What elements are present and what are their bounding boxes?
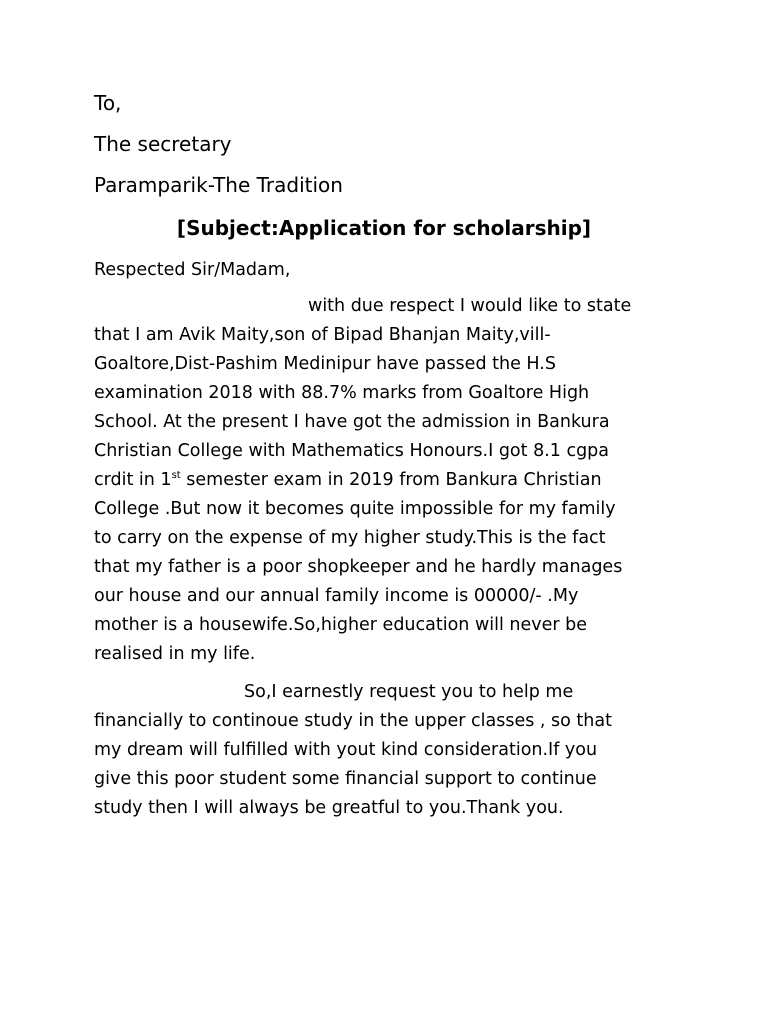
paragraph-line: College .But now it becomes quite impossible for my family xyxy=(94,499,616,519)
paragraph-line: to carry on the expense of my higher study.This is the fact xyxy=(94,528,606,548)
address-organization: Paramparik-The Tradition xyxy=(94,173,343,197)
paragraph-line: study then I will always be greatful to you.Thank you. xyxy=(94,798,564,818)
letter-subject: [Subject:Application for scholarship] xyxy=(176,216,592,240)
paragraph-line xyxy=(94,466,694,495)
body-paragraph-2 xyxy=(94,678,694,823)
paragraph-line: our house and our annual family income is 00000/- .My xyxy=(94,586,579,606)
paragraph-line: that my father is a poor shopkeeper and he hardly manages xyxy=(94,557,623,577)
paragraph-line: Christian College with Mathematics Honours.I got 8.1 cgpa xyxy=(94,441,610,461)
paragraph-line: examination 2018 with 88.7% marks from Goaltore High xyxy=(94,383,590,403)
paragraph-line: So,I earnestly request you to help me xyxy=(244,682,574,702)
paragraph-line: my dream will fulfilled with yout kind consideration.If you xyxy=(94,740,598,760)
paragraph-line: give this poor student some financial support to continue xyxy=(94,769,597,789)
ordinal-suffix: st xyxy=(171,470,181,482)
letter-salutation: Respected Sir/Madam, xyxy=(94,260,291,280)
paragraph-line: financially to continoue study in the upper classes , so that xyxy=(94,711,612,731)
paragraph-line: that I am Avik Maity,son of Bipad Bhanjan Maity,vill- xyxy=(94,325,551,345)
body-paragraph-1 xyxy=(94,292,694,669)
address-recipient: The secretary xyxy=(94,132,232,156)
paragraph-line: realised in my life. xyxy=(94,644,256,664)
address-to: To, xyxy=(94,91,122,115)
paragraph-line: with due respect I would like to state xyxy=(308,296,632,316)
paragraph-line: mother is a housewife.So,higher education will never be xyxy=(94,615,588,635)
paragraph-line: School. At the present I have got the admission in Bankura xyxy=(94,412,610,432)
paragraph-line: Goaltore,Dist-Pashim Medinipur have passed the H.S xyxy=(94,354,556,374)
line-text: semester exam in 2019 from Bankura Christian xyxy=(180,470,602,490)
line-text: crdit in 1 xyxy=(94,470,172,490)
